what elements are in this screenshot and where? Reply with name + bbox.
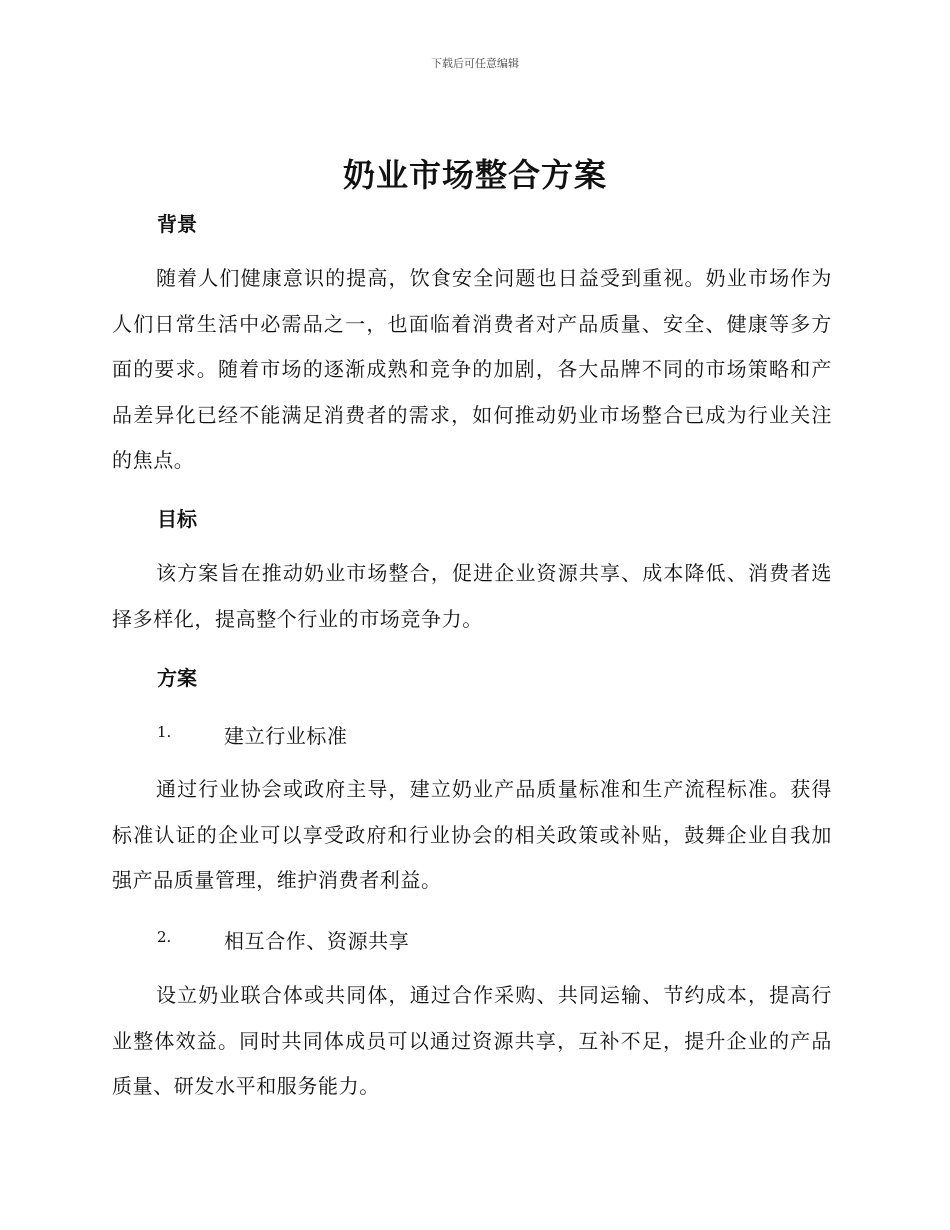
paragraph-plan-item-2: 设立奶业联合体或共同体，通过合作采购、共同运输、节约成本，提高行业整体效益。同时共同体成员可以通过资源共享，互补不足，提升企业的产品质量、研发水平和服务能力。: [112, 983, 832, 1098]
document-title: 奶业市场整合方案: [342, 156, 607, 194]
plan-item-number: 1.: [157, 723, 172, 741]
section-heading-background: 背景: [157, 212, 197, 236]
plan-item-number: 2.: [157, 928, 172, 946]
plan-item-title: 相互合作、资源共享: [224, 929, 410, 953]
plan-item-title: 建立行业标准: [224, 724, 348, 748]
section-heading-plan: 方案: [157, 666, 197, 690]
paragraph-plan-item-1: 通过行业协会或政府主导，建立奶业产品质量标准和生产流程标准。获得标准认证的企业可以享受政府和行业协会的相关政策或补贴，鼓舞企业自我加强产品质量管理，维护消费者利益。: [112, 777, 832, 892]
header-note: 下载后可任意编辑: [431, 57, 519, 70]
paragraph-goal: 该方案旨在推动奶业市场整合，促进企业资源共享、成本降低、消费者选择多样化，提高整个行业的市场竞争力。: [112, 561, 832, 631]
section-heading-goal: 目标: [157, 507, 197, 531]
paragraph-background: 随着人们健康意识的提高，饮食安全问题也日益受到重视。奶业市场作为人们日常生活中必需品之一，也面临着消费者对产品质量、安全、健康等多方面的要求。随着市场的逐渐成熟和竞争的加剧，各大品牌不同的市场策略和产品差异化已经不能满足消费者的需求，如何推动奶业市场整合已成为行业关注的焦点。: [112, 266, 832, 472]
